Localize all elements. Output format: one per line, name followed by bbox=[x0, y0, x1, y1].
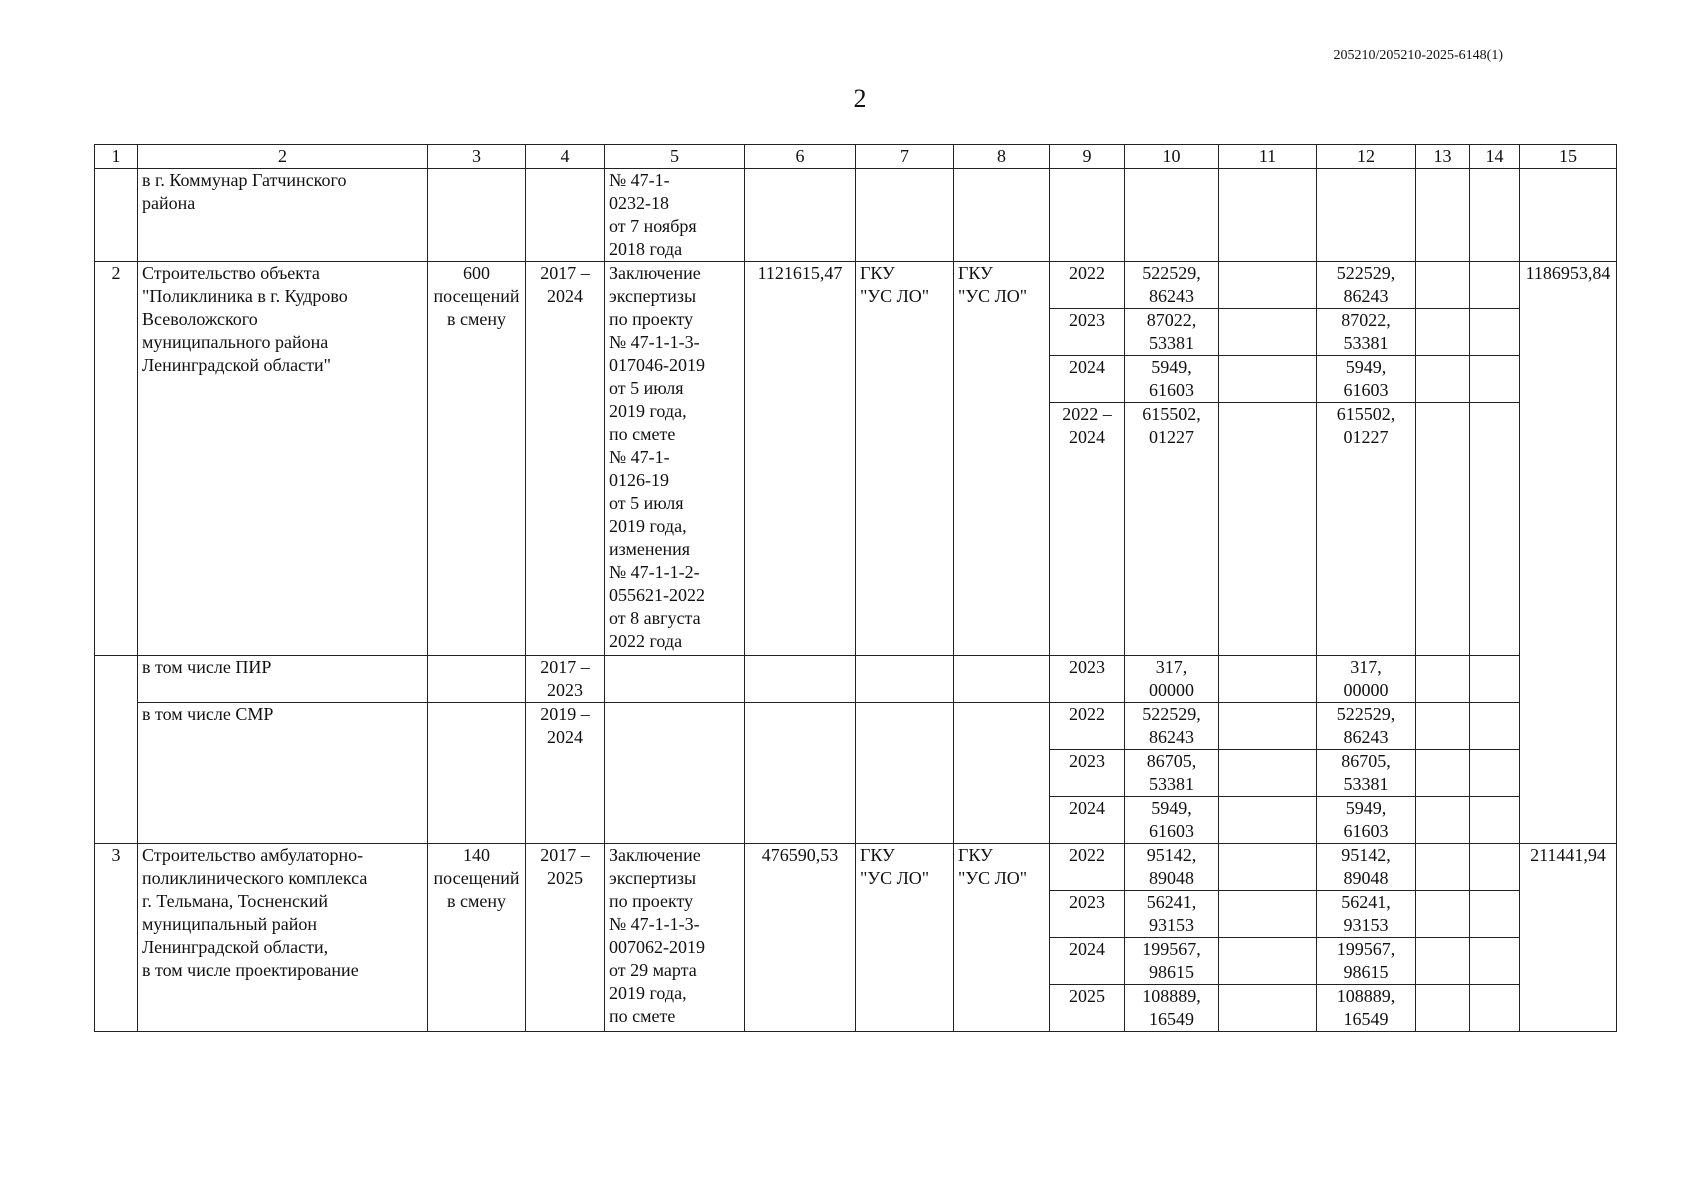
object-name bbox=[138, 169, 428, 262]
row-number: 2 bbox=[95, 262, 138, 656]
col-header: 12 bbox=[1317, 145, 1416, 169]
col-header: 10 bbox=[1125, 145, 1219, 169]
cell-line: 53381 bbox=[1149, 333, 1194, 353]
table-row bbox=[95, 262, 1617, 309]
cell-line: № 47-1- bbox=[609, 170, 670, 190]
cell-line: ГКУ bbox=[860, 845, 895, 865]
cell-line: 317, bbox=[1155, 657, 1188, 677]
amount-col10 bbox=[1125, 356, 1219, 403]
cell-line: ГКУ bbox=[860, 263, 895, 283]
year: 2023 bbox=[1050, 750, 1125, 797]
cell-line: Ленинградской области" bbox=[142, 355, 331, 375]
amount-col10 bbox=[1125, 891, 1219, 938]
cell-line: по смете bbox=[609, 424, 676, 444]
col-header: 2 bbox=[138, 145, 428, 169]
period bbox=[526, 262, 605, 656]
cell-line: от 5 июля bbox=[609, 378, 684, 398]
cell-line: 2019 года, bbox=[609, 983, 687, 1003]
estimated-cost: 1121615,47 bbox=[745, 262, 856, 656]
cell-line: 95142, bbox=[1341, 845, 1391, 865]
cell-line: в том числе проектирование bbox=[142, 960, 359, 980]
col-header: 6 bbox=[745, 145, 856, 169]
capacity bbox=[428, 262, 526, 656]
cell-line: 2017 – bbox=[540, 845, 590, 865]
cell-line: 86705, bbox=[1146, 751, 1197, 771]
col-header: 5 bbox=[605, 145, 745, 169]
cell-line: экспертизы bbox=[609, 868, 697, 888]
amount-col10 bbox=[1125, 403, 1219, 656]
cell-line: № 47-1-1-3- bbox=[609, 914, 700, 934]
amount-col12 bbox=[1317, 985, 1416, 1032]
cell-line: 87022, bbox=[1146, 310, 1197, 330]
cell-line: 199567, bbox=[1336, 939, 1396, 959]
amount-col12 bbox=[1317, 356, 1416, 403]
amount-col12 bbox=[1317, 750, 1416, 797]
cell-line: 615502, bbox=[1142, 404, 1201, 424]
column-number-row bbox=[95, 145, 1617, 169]
year: 2022 bbox=[1050, 844, 1125, 891]
cell-line: № 47-1- bbox=[609, 447, 670, 467]
cell-line: от 8 августа bbox=[609, 608, 701, 628]
year: 2023 bbox=[1050, 656, 1125, 703]
amount-col12 bbox=[1317, 703, 1416, 750]
cell-line: экспертизы bbox=[609, 286, 697, 306]
cell-line: 01227 bbox=[1343, 427, 1389, 447]
capacity bbox=[428, 844, 526, 1032]
cell-line: 108889, bbox=[1336, 986, 1396, 1006]
cell-line: 0232-18 bbox=[609, 193, 669, 213]
cell-line: 055621-2022 bbox=[609, 585, 705, 605]
cell-line: ГКУ bbox=[958, 845, 993, 865]
total-col15: 211441,94 bbox=[1520, 844, 1617, 1032]
amount-col12 bbox=[1317, 844, 1416, 891]
col-header: 1 bbox=[95, 145, 138, 169]
amount-col12 bbox=[1317, 656, 1416, 703]
object-name bbox=[138, 262, 428, 656]
subitem-name: в том числе ПИР bbox=[138, 656, 428, 703]
cell-line: поликлинического комплекса bbox=[142, 868, 368, 888]
amount-col12 bbox=[1317, 891, 1416, 938]
amount-col10 bbox=[1125, 844, 1219, 891]
year bbox=[1050, 262, 1125, 309]
cell-line: 5949, bbox=[1345, 798, 1387, 818]
cell-line: 2022 года bbox=[609, 631, 683, 651]
cell-line: 140 bbox=[463, 845, 490, 865]
cell-line: Заключение bbox=[609, 263, 701, 283]
cell-line: по проекту bbox=[609, 309, 694, 329]
cell-line: 53381 bbox=[1149, 774, 1194, 794]
cell-line: 53381 bbox=[1343, 333, 1389, 353]
developer bbox=[954, 844, 1050, 1032]
cell-line: № 47-1-1-2- bbox=[609, 562, 700, 582]
col-header: 15 bbox=[1520, 145, 1617, 169]
cell-line: 56241, bbox=[1146, 892, 1197, 912]
cell-line: 5949, bbox=[1151, 798, 1192, 818]
subitem-name: в том числе СМР bbox=[138, 703, 428, 844]
year: 2023 bbox=[1050, 891, 1125, 938]
cell-line: 522529, bbox=[1142, 263, 1201, 283]
col-header: 4 bbox=[526, 145, 605, 169]
year bbox=[1050, 309, 1125, 356]
row-number: 3 bbox=[95, 844, 138, 1032]
cell-line: 98615 bbox=[1149, 962, 1194, 982]
cell-line: 87022, bbox=[1341, 310, 1391, 330]
cell-line: 2024 bbox=[1069, 357, 1105, 377]
cell-line: 00000 bbox=[1149, 680, 1194, 700]
cell-line: 61603 bbox=[1343, 821, 1389, 841]
cell-line: района bbox=[142, 193, 196, 213]
cell-line: "УС ЛО" bbox=[860, 868, 930, 888]
cell-line: 522529, bbox=[1142, 704, 1201, 724]
amount-col10 bbox=[1125, 985, 1219, 1032]
cell-line: посещений bbox=[433, 868, 520, 888]
amount-col12 bbox=[1317, 938, 1416, 985]
cell-line: 2018 года bbox=[609, 239, 683, 259]
amount-col10 bbox=[1125, 309, 1219, 356]
estimated-cost: 476590,53 bbox=[745, 844, 856, 1032]
period bbox=[526, 656, 605, 703]
cell-line: 2022 bbox=[1069, 263, 1105, 283]
cell-line: Заключение bbox=[609, 845, 701, 865]
cell-line: 86705, bbox=[1341, 751, 1391, 771]
col-header: 14 bbox=[1470, 145, 1520, 169]
amount-col12 bbox=[1317, 262, 1416, 309]
period bbox=[526, 703, 605, 844]
cell-line: 2024 bbox=[547, 727, 583, 747]
cell-line: Строительство амбулаторно- bbox=[142, 845, 364, 865]
cell-line: 95142, bbox=[1146, 845, 1197, 865]
cell-line: 2025 bbox=[547, 868, 583, 888]
amount-col10 bbox=[1125, 797, 1219, 844]
col-header: 11 bbox=[1219, 145, 1317, 169]
cell-line: муниципального района bbox=[142, 332, 329, 352]
cell-line: 2019 – bbox=[540, 704, 590, 724]
cell-line: 16549 bbox=[1343, 1009, 1389, 1029]
cell-line: 16549 bbox=[1149, 1009, 1194, 1029]
amount-col10 bbox=[1125, 703, 1219, 750]
page-number: 2 bbox=[853, 84, 867, 113]
cell-line: Ленинградской области, bbox=[142, 937, 329, 957]
year: 2022 bbox=[1050, 703, 1125, 750]
amount-col10 bbox=[1125, 938, 1219, 985]
col-header: 7 bbox=[856, 145, 954, 169]
cell-line: 86243 bbox=[1343, 727, 1389, 747]
cell-line: "Поликлиника в г. Кудрово bbox=[142, 286, 348, 306]
customer bbox=[856, 844, 954, 1032]
table-row bbox=[95, 656, 1617, 703]
cell-line: 53381 bbox=[1343, 774, 1389, 794]
cell-line: 2024 bbox=[547, 286, 583, 306]
cell-line: 01227 bbox=[1149, 427, 1194, 447]
developer bbox=[954, 262, 1050, 656]
expertise-doc bbox=[605, 169, 745, 262]
cell-line: по смете bbox=[609, 1006, 676, 1026]
cell-line: 2017 – bbox=[540, 263, 590, 283]
col-header: 8 bbox=[954, 145, 1050, 169]
cell-line: 89048 bbox=[1343, 868, 1389, 888]
total-col15: 1186953,84 bbox=[1520, 262, 1617, 844]
cell-line: от 7 ноября bbox=[609, 216, 697, 236]
cell-line: от 5 июля bbox=[609, 493, 684, 513]
cell-line: по проекту bbox=[609, 891, 694, 911]
cell-line: в смену bbox=[446, 309, 506, 329]
cell-line: в г. Коммунар Гатчинского bbox=[142, 170, 347, 190]
cell-line: 600 bbox=[463, 263, 490, 283]
cell-line: 2023 bbox=[1069, 310, 1105, 330]
cell-line: 5949, bbox=[1151, 357, 1192, 377]
year bbox=[1050, 403, 1125, 656]
cell-line: 522529, bbox=[1336, 263, 1396, 283]
document-id: 205210/205210-2025-6148(1) bbox=[1333, 48, 1503, 63]
cell-line: 56241, bbox=[1341, 892, 1391, 912]
year: 2025 bbox=[1050, 985, 1125, 1032]
cell-line: № 47-1-1-3- bbox=[609, 332, 700, 352]
cell-line: в смену bbox=[446, 891, 506, 911]
col-header: 13 bbox=[1416, 145, 1470, 169]
cell-line: 017046-2019 bbox=[609, 355, 705, 375]
cell-line: 2023 bbox=[547, 680, 583, 700]
cell-line: ГКУ bbox=[958, 263, 993, 283]
cell-line: 00000 bbox=[1343, 680, 1389, 700]
object-name bbox=[138, 844, 428, 1032]
cell-line: 2017 – bbox=[540, 657, 590, 677]
col-header: 3 bbox=[428, 145, 526, 169]
col-header: 9 bbox=[1050, 145, 1125, 169]
cell-line: 5949, bbox=[1345, 357, 1387, 377]
cell-line: 86243 bbox=[1343, 286, 1389, 306]
cell-line: 615502, bbox=[1336, 404, 1396, 424]
expertise-doc bbox=[605, 844, 745, 1032]
cell-line: 108889, bbox=[1142, 986, 1201, 1006]
cell-line: 522529, bbox=[1336, 704, 1396, 724]
expertise-doc bbox=[605, 262, 745, 656]
cell-line: 93153 bbox=[1149, 915, 1194, 935]
customer bbox=[856, 262, 954, 656]
amount-col12 bbox=[1317, 403, 1416, 656]
year: 2024 bbox=[1050, 938, 1125, 985]
cell-line: 2019 года, bbox=[609, 516, 687, 536]
cell-line: 93153 bbox=[1343, 915, 1389, 935]
cell-line: 61603 bbox=[1149, 821, 1194, 841]
cell-line: изменения bbox=[609, 539, 691, 559]
cell-line: 199567, bbox=[1142, 939, 1201, 959]
cell-line: "УС ЛО" bbox=[958, 286, 1028, 306]
cell-line: 317, bbox=[1350, 657, 1382, 677]
cell-line: Всеволожского bbox=[142, 309, 258, 329]
amount-col10 bbox=[1125, 262, 1219, 309]
table-row bbox=[95, 169, 1617, 262]
cell-line: 86243 bbox=[1149, 286, 1194, 306]
cell-line: 86243 bbox=[1149, 727, 1194, 747]
cell-line: 98615 bbox=[1343, 962, 1389, 982]
cell-line: муниципальный район bbox=[142, 914, 318, 934]
table-row bbox=[95, 703, 1617, 750]
amount-col10 bbox=[1125, 750, 1219, 797]
cell-line: "УС ЛО" bbox=[958, 868, 1028, 888]
cell-line: от 29 марта bbox=[609, 960, 697, 980]
cell-line: г. Тельмана, Тосненский bbox=[142, 891, 329, 911]
cell-line: 007062-2019 bbox=[609, 937, 705, 957]
cell-line: 61603 bbox=[1149, 380, 1194, 400]
amount-col10 bbox=[1125, 656, 1219, 703]
investment-table bbox=[94, 144, 1617, 1032]
cell-line: 2022 – bbox=[1062, 404, 1112, 424]
cell-line: 0126-19 bbox=[609, 470, 669, 490]
year: 2024 bbox=[1050, 797, 1125, 844]
period bbox=[526, 844, 605, 1032]
amount-col12 bbox=[1317, 797, 1416, 844]
cell-line: 61603 bbox=[1343, 380, 1389, 400]
cell-line: 2019 года, bbox=[609, 401, 687, 421]
cell-line: "УС ЛО" bbox=[860, 286, 930, 306]
table-row bbox=[95, 844, 1617, 891]
amount-col12 bbox=[1317, 309, 1416, 356]
cell-line: Строительство объекта bbox=[142, 263, 320, 283]
cell-line: 2024 bbox=[1069, 427, 1105, 447]
cell-line: 89048 bbox=[1149, 868, 1194, 888]
year bbox=[1050, 356, 1125, 403]
cell-line: посещений bbox=[433, 286, 520, 306]
